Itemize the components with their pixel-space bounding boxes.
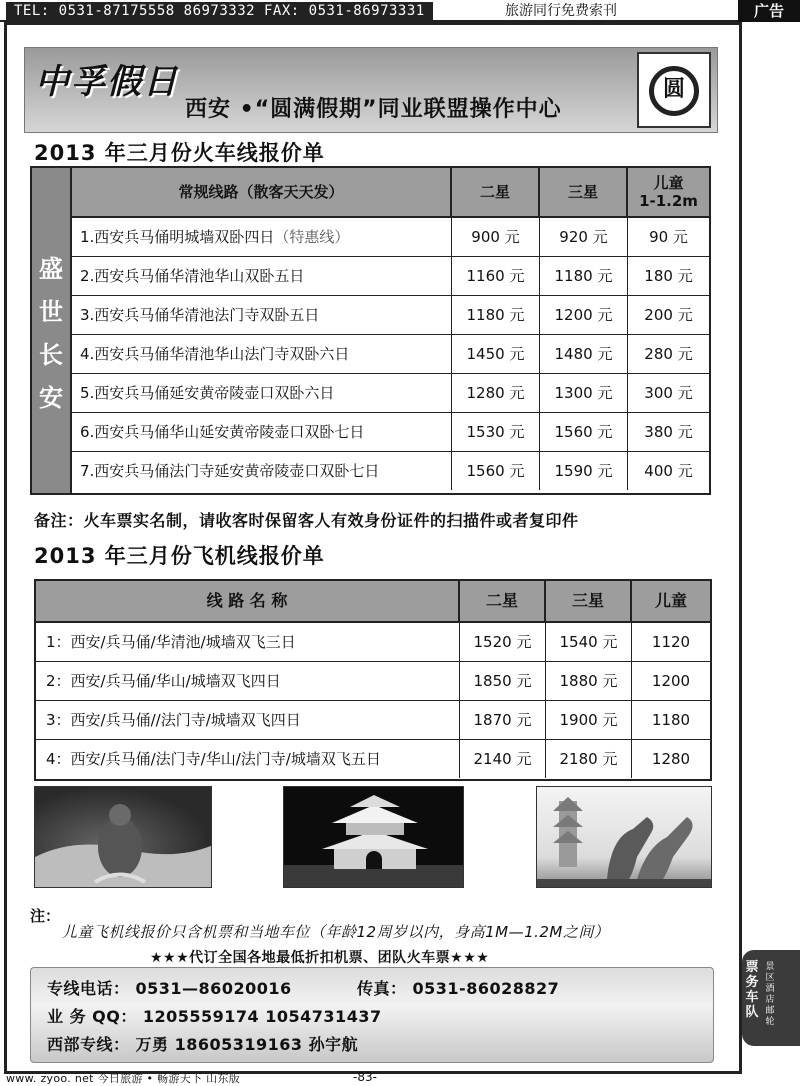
org-name: 西安 •“圆满假期”同业联盟操作中心 bbox=[185, 97, 562, 122]
table-row bbox=[72, 413, 709, 452]
two-star-price: 1280 元 bbox=[452, 374, 540, 412]
route-cell: 1：西安/兵马俑/华清池/城墙双飞三日 bbox=[36, 623, 460, 661]
route-cell: 7.西安兵马俑法门寺延安黄帝陵壶口双卧七日 bbox=[72, 452, 452, 490]
table-header bbox=[36, 581, 710, 623]
header-three-star: 三星 bbox=[540, 168, 628, 216]
ticket-booking-note: ★★★代订全国各地最低折扣机票、团队火车票★★★ bbox=[150, 950, 490, 966]
side-label bbox=[32, 168, 72, 493]
header-banner bbox=[24, 47, 718, 133]
footer-site: www. zyoo. net 今日旅游 • 畅游天下 山东版 bbox=[6, 1072, 241, 1085]
table-row bbox=[72, 218, 709, 257]
three-star-price: 1880 元 bbox=[546, 662, 632, 700]
tab-scenic-hotel-cruise: 景区酒店邮轮 bbox=[765, 962, 775, 1027]
side-char: 盛 bbox=[39, 254, 63, 283]
two-star-price: 2140 元 bbox=[460, 740, 546, 778]
note-label: 注： bbox=[30, 907, 61, 925]
header-child bbox=[628, 168, 709, 216]
route-cell: 2：西安/兵马俑/华山/城墙双飞四日 bbox=[36, 662, 460, 700]
brand-logo-text: 中孚假日 bbox=[35, 62, 179, 102]
child-price: 1280 bbox=[651, 750, 691, 768]
route-cell: 3：西安/兵马俑//法门寺/城墙双飞四日 bbox=[36, 701, 460, 739]
hotline-label: 专线电话： bbox=[47, 979, 130, 998]
west-line-label: 西部专线： bbox=[47, 1035, 130, 1054]
header-two-star: 二星 bbox=[452, 168, 540, 216]
fax-label: 传真： bbox=[357, 979, 407, 998]
child-price: 280 元 bbox=[644, 345, 693, 363]
qq-label: 业 务 QQ： bbox=[47, 1007, 137, 1026]
west-line-contacts: 万勇 18605319163 孙宇航 bbox=[135, 1035, 359, 1054]
three-star-price: 1480 元 bbox=[540, 335, 628, 373]
table-row bbox=[72, 335, 709, 374]
two-star-price: 1560 元 bbox=[452, 452, 540, 490]
two-star-price: 1850 元 bbox=[460, 662, 546, 700]
table-row bbox=[72, 296, 709, 335]
two-star-price: 1160 元 bbox=[452, 257, 540, 295]
top-bar bbox=[0, 0, 800, 22]
child-price: 1200 bbox=[651, 672, 691, 690]
side-char: 世 bbox=[39, 297, 63, 326]
train-remark: 备注：火车票实名制，请收客时保留客人有效身份证件的扫描件或者复印件 bbox=[34, 511, 579, 530]
two-star-price: 1530 元 bbox=[452, 413, 540, 451]
tab-ticket-fleet: 票务车队 bbox=[745, 960, 759, 1020]
route-cell bbox=[72, 218, 452, 256]
route-cell: 5.西安兵马俑延安黄帝陵壶口双卧六日 bbox=[72, 374, 452, 412]
three-star-price: 1180 元 bbox=[540, 257, 628, 295]
route-text: 1.西安兵马俑明城墙双卧四日 bbox=[80, 228, 275, 246]
hotline-row bbox=[47, 976, 292, 999]
three-star-price: 1300 元 bbox=[540, 374, 628, 412]
slogan: 旅游同行免费索刊 bbox=[505, 3, 617, 19]
two-star-price: 900 元 bbox=[452, 218, 540, 256]
three-star-price: 1200 元 bbox=[540, 296, 628, 334]
fax-number: 0531-86028827 bbox=[412, 979, 560, 998]
three-star-price: 2180 元 bbox=[546, 740, 632, 778]
drum-tower-icon bbox=[284, 787, 464, 888]
header-three-star: 三星 bbox=[546, 581, 632, 621]
flight-price-title: 2013 年三月份飞机线报价单 bbox=[34, 544, 325, 568]
fax-row bbox=[357, 976, 559, 999]
two-star-price: 1450 元 bbox=[452, 335, 540, 373]
table-row bbox=[36, 662, 710, 701]
header-route: 常规线路（散客天天发） bbox=[72, 168, 452, 216]
child-price: 90 元 bbox=[649, 228, 688, 246]
table-row bbox=[72, 257, 709, 296]
three-star-price: 1590 元 bbox=[540, 452, 628, 490]
west-line-row bbox=[47, 1032, 358, 1055]
child-price: 180 元 bbox=[644, 267, 693, 285]
three-star-price: 920 元 bbox=[540, 218, 628, 256]
circle-logo bbox=[637, 52, 711, 128]
route-cell: 2.西安兵马俑华清池华山双卧五日 bbox=[72, 257, 452, 295]
three-star-price: 1900 元 bbox=[546, 701, 632, 739]
child-price: 380 元 bbox=[644, 423, 693, 441]
train-price-table bbox=[30, 166, 711, 495]
header-route: 线 路 名 称 bbox=[36, 581, 460, 621]
table-row bbox=[36, 701, 710, 740]
header-child: 儿童 bbox=[654, 591, 687, 610]
drum-tower-photo bbox=[283, 786, 464, 888]
route-cell: 4：西安/兵马俑/法门寺/华山/法门寺/城墙双飞五日 bbox=[36, 740, 460, 778]
contact-strip: TEL: 0531-87175558 86973332 FAX: 0531-86973331 bbox=[6, 2, 433, 20]
table-row bbox=[72, 374, 709, 413]
qq-row bbox=[47, 1004, 382, 1027]
qq-numbers: 1205559174 1054731437 bbox=[142, 1007, 382, 1026]
pagoda-sculpture-photo bbox=[536, 786, 712, 888]
three-star-price: 1540 元 bbox=[546, 623, 632, 661]
hotline-number: 0531—86020016 bbox=[135, 979, 292, 998]
ad-tag: 广告 bbox=[738, 0, 800, 22]
header-child-sub: 1-1.2m bbox=[639, 192, 698, 210]
table-header bbox=[72, 168, 709, 218]
contact-panel bbox=[30, 967, 714, 1063]
terracotta-warrior-icon bbox=[35, 787, 212, 888]
side-char: 长 bbox=[39, 340, 63, 369]
terracotta-warrior-photo bbox=[34, 786, 212, 888]
route-cell: 4.西安兵马俑华清池华山法门寺双卧六日 bbox=[72, 335, 452, 373]
child-price: 1120 bbox=[651, 633, 691, 651]
two-star-price: 1180 元 bbox=[452, 296, 540, 334]
route-cell: 3.西安兵马俑华清池法门寺双卧五日 bbox=[72, 296, 452, 334]
flight-price-table bbox=[34, 579, 712, 781]
child-price: 300 元 bbox=[644, 384, 693, 402]
pagoda-sculpture-icon bbox=[537, 787, 712, 888]
train-price-title: 2013 年三月份火车线报价单 bbox=[34, 141, 325, 165]
table-row bbox=[36, 623, 710, 662]
side-char: 安 bbox=[39, 383, 63, 412]
side-category-tab bbox=[742, 950, 800, 1046]
three-star-price: 1560 元 bbox=[540, 413, 628, 451]
two-star-price: 1520 元 bbox=[460, 623, 546, 661]
two-star-price: 1870 元 bbox=[460, 701, 546, 739]
route-cell: 6.西安兵马俑华山延安黄帝陵壶口双卧七日 bbox=[72, 413, 452, 451]
child-price: 200 元 bbox=[644, 306, 693, 324]
header-child-label: 儿童 bbox=[653, 174, 684, 192]
child-flight-note: 儿童飞机线报价只含机票和当地车位（年龄12周岁以内，身高1M—1.2M之间） bbox=[62, 923, 610, 941]
logo-ring-icon: 圆 bbox=[649, 66, 699, 116]
special-tag: （特惠线） bbox=[274, 228, 350, 246]
table-row bbox=[72, 452, 709, 491]
child-price: 1180 bbox=[651, 711, 691, 729]
child-price: 400 元 bbox=[644, 462, 693, 480]
page-number: -83- bbox=[353, 1070, 377, 1084]
header-two-star: 二星 bbox=[460, 581, 546, 621]
table-row bbox=[36, 740, 710, 779]
